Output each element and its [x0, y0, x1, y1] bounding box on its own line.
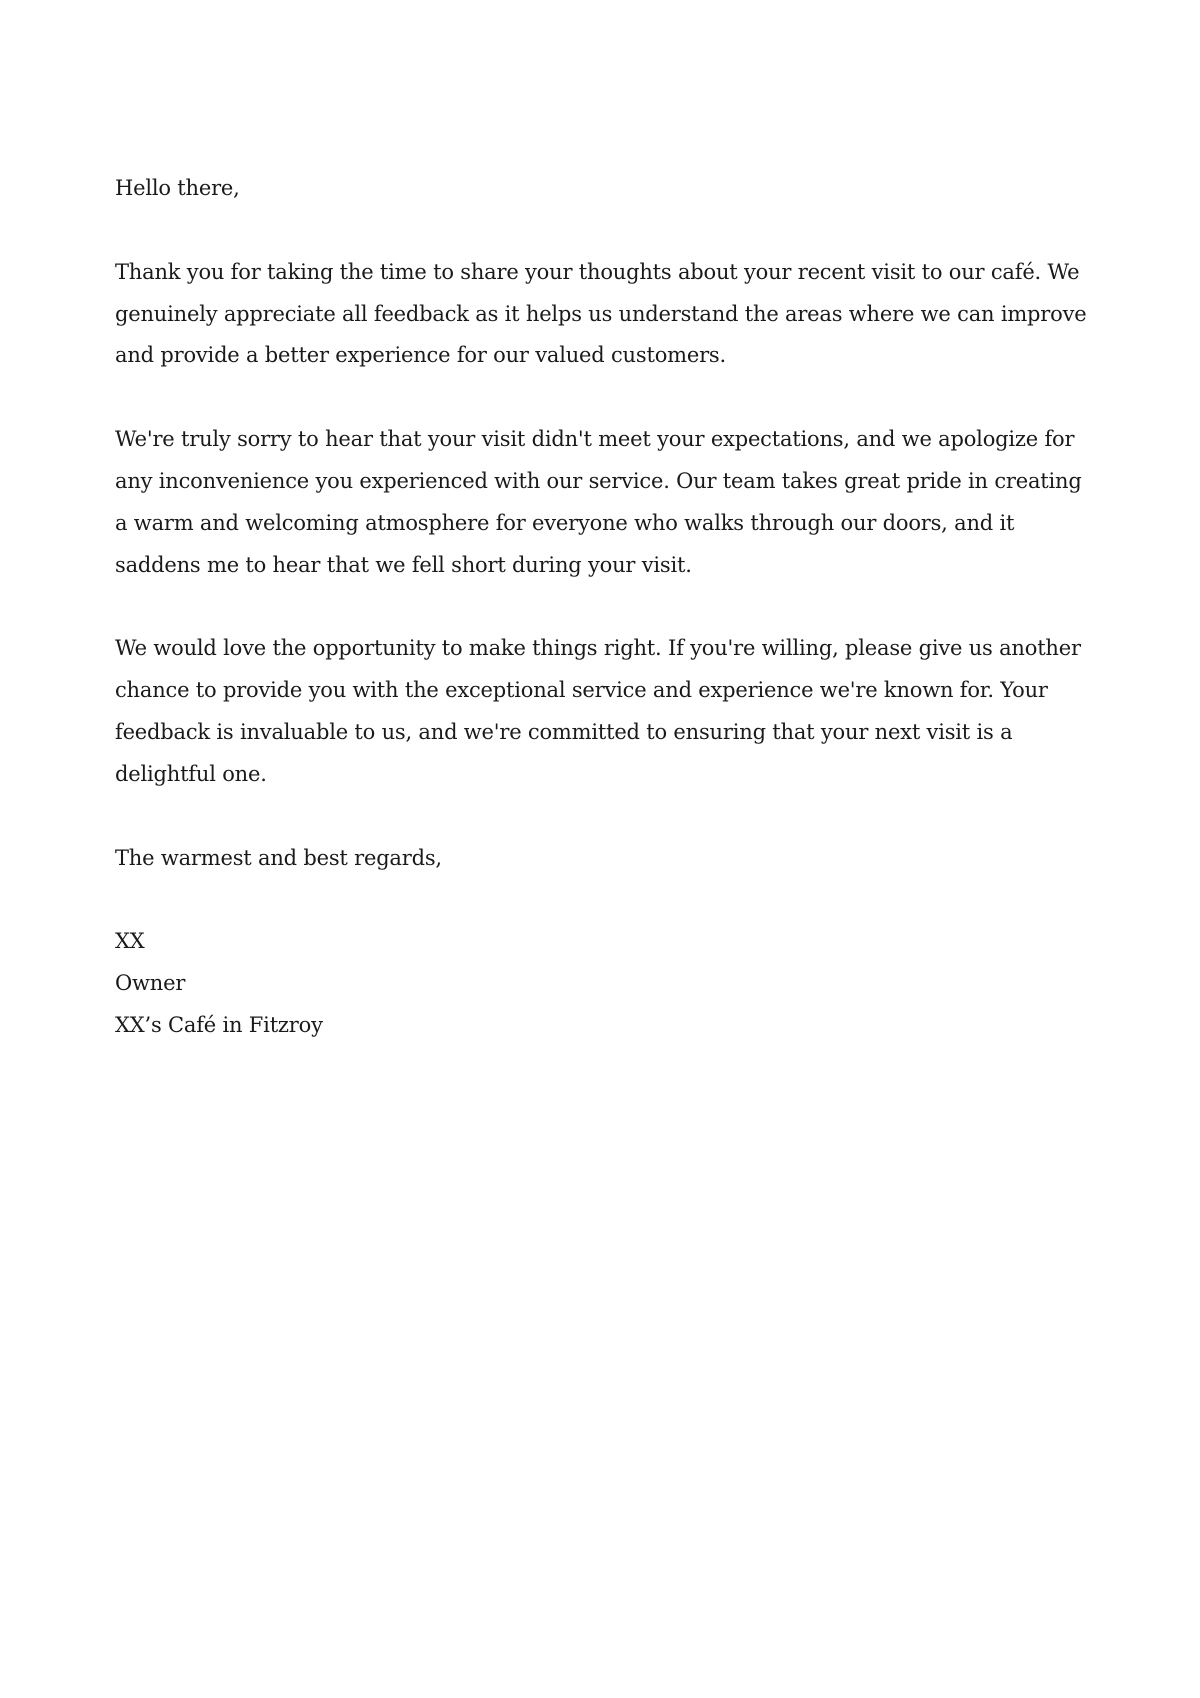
signature-business: XX’s Café in Fitzroy: [115, 1012, 323, 1037]
signature-name: XX: [115, 929, 145, 954]
letter-body: [115, 168, 1095, 1047]
paragraph-thanks: Thank you for taking the time to share your thoughts about your recent visit to our café. We genuinely appreciate all feedback as it helps us understand the areas where we can improve and provide a better experience for our valued customers.: [115, 259, 1087, 368]
signature-block: [115, 921, 1095, 1046]
paragraph-apology: We're truly sorry to hear that your visit didn't meet your expectations, and we apologize for any inconvenience you experienced with our service. Our team takes great pride in creating a warm and welcoming atmosphere for everyone who walks through our doors, and it saddens me to hear that we fell short during your visit.: [115, 427, 1082, 577]
signature-role: Owner: [115, 971, 186, 996]
paragraph-invitation: We would love the opportunity to make things right. If you're willing, please give us another chance to provide you with the exceptional service and experience we're known for. Your feedback is invaluable to us, and we're committed to ensuring that your next visit is a delightful one.: [115, 636, 1081, 786]
closing: The warmest and best regards,: [115, 845, 442, 870]
greeting: Hello there,: [115, 176, 240, 200]
